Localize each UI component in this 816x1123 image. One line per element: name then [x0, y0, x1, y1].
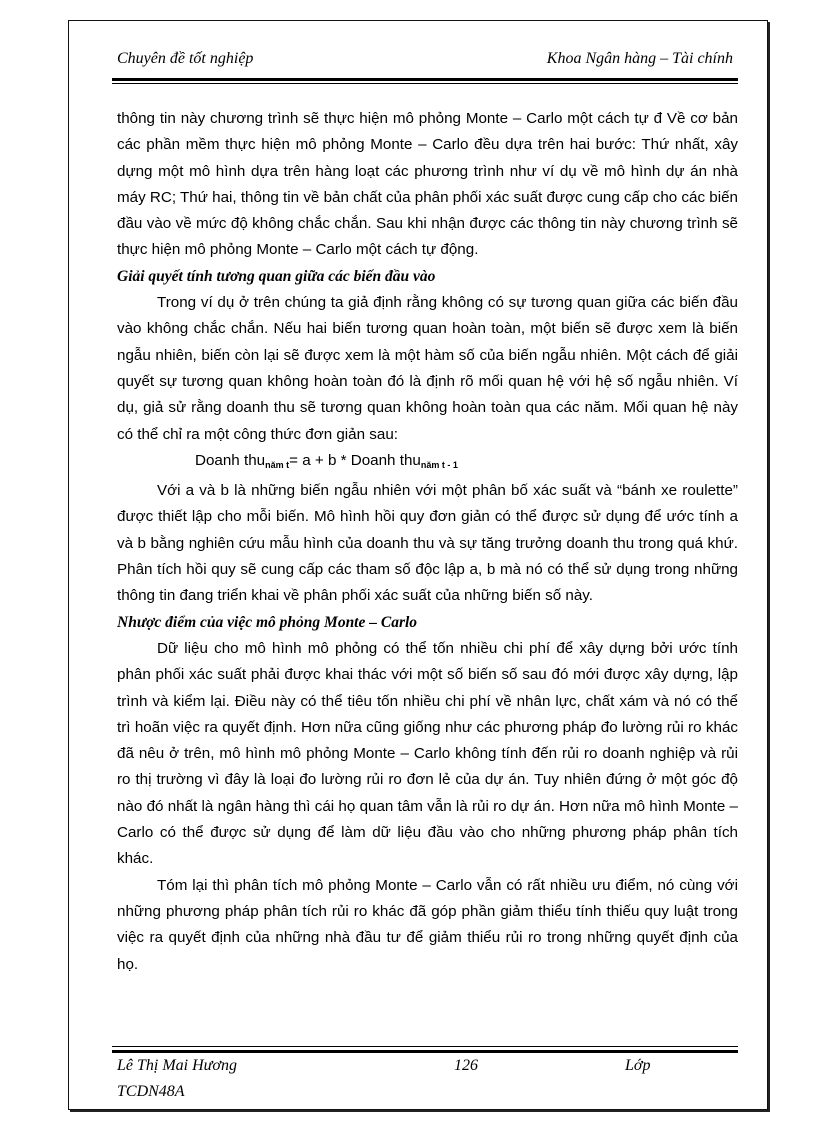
paragraph-correlation: Trong ví dụ ở trên chúng ta giả định rằng không có sự tương quan giữa các biến đầu vào không chắc chắn. Nếu hai biến tương quan hoàn toàn, một biến sẽ được xem là biến ngẫu nhiên, biến còn lại sẽ được xem là một hàm số của biến ngẫu nhiên. Một cách để giải quyết sự tương quan không hoàn toàn đó là định rõ mối quan hệ với hệ số ngẫu nhiên. Ví dụ, giả sử rằng doanh thu sẽ tương quan không hoàn toàn qua các năm. Mối quan hệ này có thể chỉ ra một công thức đơn giản sau: [117, 294, 738, 443]
paragraph-conclusion: Tóm lại thì phân tích mô phỏng Monte – Carlo vẫn có rất nhiều ưu điểm, nó cùng với những phương pháp phân tích rủi ro khác đã góp phần giảm thiểu tính thiếu quy luật trong việc ra quyết định của những nhà đầu tư để giảm thiểu rủi ro trong những quyết định của họ. [117, 876, 738, 973]
formula-line [117, 448, 738, 478]
page-header [117, 50, 733, 76]
paragraph-intro: thông tin này chương trình sẽ thực hiện mô phỏng Monte – Carlo một cách tự đ Về cơ bản các phần mềm thực hiện mô phỏng Monte – Carlo đều dựa trên hai bước: Thứ nhất, xây dựng một mô hình dựa trên hàng loạt các phương trình như ví dụ về mô hình dự án nhà máy RC; Thứ hai, thông tin về bản chất của phân phối xác suất được cung cấp cho các biến đầu vào về mức độ không chắc chắn. Sau khi nhận được các thông tin này chương trình sẽ thực hiện mô phỏng Monte – Carlo một cách tự động. [117, 110, 739, 259]
formula-middle: = a + b * Doanh thu [289, 451, 421, 469]
header-left-title: Chuyên đề tốt nghiệp [117, 50, 254, 67]
section-heading-drawbacks: Nhược điểm của việc mô phỏng Monte – Carlo [117, 613, 418, 631]
header-rule [112, 78, 738, 81]
footer-class-code: TCDN48A [117, 1083, 185, 1100]
header-right-title: Khoa Ngân hàng – Tài chính [546, 50, 733, 67]
formula-lhs: Doanh thu [195, 451, 266, 469]
paragraph-drawbacks: Dữ liệu cho mô hình mô phỏng có thể tốn nhiều chi phí để xây dựng bởi ước tính phân phối xác suất phải được khai thác với một số biến số sau đó mới được xây dựng, lập trình và kiểm lại. Điều này có thể tiêu tốn nhiều chi phí về nhân lực, chất xám và nó có thể trì hoãn việc ra quyết định. Hơn nữa cũng giống như các phương pháp đo lường rủi ro khác đã nêu ở trên, mô hình mô phỏng Monte – Carlo không tính đến rủi ro doanh nghiệp và rủi ro thị trường vì đây là loại đo lường rủi ro đơn lẻ của dự án. Tuy nhiên đứng ở một góc độ nào đó nhất là ngân hàng thì cái họ quan tâm vẫn là rủi ro dự án. Hơn nữa mô hình Monte – Carlo có thể được sử dụng để làm dữ liệu đầu vào cho những phương pháp phân tích khác. [117, 639, 738, 868]
formula-lhs-subscript: năm t [265, 459, 290, 470]
footer-page-number: 126 [454, 1057, 478, 1074]
footer-rule-thin [112, 1046, 738, 1047]
footer-author: Lê Thị Mai Hương [117, 1057, 237, 1074]
paragraph-regression: Với a và b là những biến ngẫu nhiên với một phân bố xác suất và “bánh xe roulette” được thiết lập cho mỗi biến. Mô hình hồi quy đơn giản có thể được sử dụng để ước tính a và b bằng nghiên cứu mẫu hình của doanh thu và sự tăng trưởng doanh thu trong quá khứ. Phân tích hồi quy sẽ cung cấp các tham số độc lập a, b mà nó có thể sử dụng trong những thông tin đang triển khai về phân phối xác suất của những biến số này. [117, 482, 738, 605]
formula-rhs-subscript: năm t - 1 [420, 459, 458, 470]
document-body [117, 106, 738, 978]
section-heading-correlation: Giải quyết tính tương quan giữa các biến đầu vào [117, 267, 436, 285]
footer-class-label: Lớp [625, 1057, 651, 1074]
header-rule-thin [112, 83, 738, 84]
